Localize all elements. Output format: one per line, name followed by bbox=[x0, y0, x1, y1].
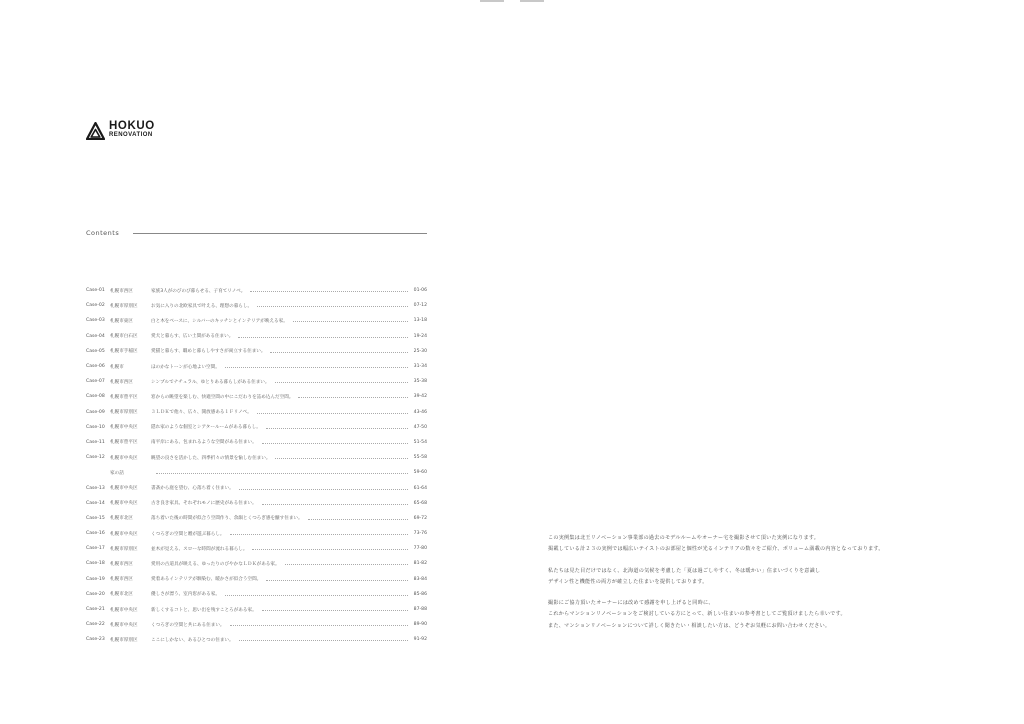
toc-leader bbox=[225, 595, 408, 596]
toc-pages: 69-72 bbox=[413, 515, 427, 521]
toc-case: Case-06 bbox=[86, 364, 105, 370]
toc-description: 新しくするコトと、思い出を残すことろがある家。 bbox=[151, 607, 257, 613]
toc-case: Case-04 bbox=[86, 333, 105, 339]
toc-description: くつろぎの空間と共にある住まい。 bbox=[151, 622, 225, 628]
toc-description: 愛猫と暮らす、職めと暮らしやすさが両立する住まい。 bbox=[151, 349, 266, 355]
toc-description: 並木が見える、スローな時間が流れる暮らし。 bbox=[151, 546, 248, 552]
toc-leader bbox=[257, 306, 408, 307]
toc-case: Case-09 bbox=[86, 409, 105, 415]
toc-row bbox=[86, 359, 427, 374]
toc-leader bbox=[262, 443, 408, 444]
triangle-logo-icon bbox=[86, 122, 105, 140]
toc-row bbox=[86, 420, 427, 435]
contents-header bbox=[86, 229, 427, 237]
toc-row bbox=[86, 632, 427, 647]
toc-case: Case-10 bbox=[86, 424, 105, 430]
toc-leader bbox=[275, 382, 409, 383]
toc-pages: 01-06 bbox=[413, 288, 427, 294]
toc-row bbox=[86, 572, 427, 587]
toc-description: 白と木をベースに、シルバーのキッチンとインテリアが映える家。 bbox=[151, 318, 288, 324]
toc-row bbox=[86, 480, 427, 495]
toc-pages: 85-86 bbox=[413, 591, 427, 597]
page-tab-left bbox=[480, 0, 504, 2]
toc-area: 札幌市厚別区 bbox=[110, 303, 138, 309]
toc-case: Case-13 bbox=[86, 485, 105, 491]
toc-pages: 39-42 bbox=[413, 394, 427, 400]
toc-description: 書斎から庭を望む、心落ち着く住まい。 bbox=[151, 486, 234, 492]
toc-row bbox=[86, 465, 427, 480]
toc-leader bbox=[285, 564, 408, 565]
toc-row bbox=[86, 541, 427, 556]
intro-line: この実例集は北王リノベーション事業部の過去のモデルルームやオーナー宅を撮影させて頂いた実例になります。 bbox=[548, 535, 820, 541]
toc-description: 愛犬と暮らす、広い土間がある住まい。 bbox=[151, 334, 234, 340]
toc-description: 窓からの眺望を楽しむ、快適空間の中にこだわりを詰め込んだ空間。 bbox=[151, 394, 294, 400]
toc-area: 札幌市東区 bbox=[110, 318, 133, 324]
toc-pages: 31-34 bbox=[413, 364, 427, 370]
intro-text bbox=[548, 533, 978, 632]
toc-pages: 89-90 bbox=[413, 622, 427, 628]
page-tab-right bbox=[520, 0, 544, 2]
toc-row bbox=[86, 313, 427, 328]
toc-leader bbox=[298, 397, 408, 398]
toc-row bbox=[86, 283, 427, 298]
toc-leader bbox=[239, 640, 408, 641]
toc-pages: 83-84 bbox=[413, 576, 427, 582]
toc-area: 札幌市厚別区 bbox=[110, 410, 138, 416]
toc-pages: 59-60 bbox=[413, 470, 427, 476]
toc-pages: 87-88 bbox=[413, 607, 427, 613]
toc-row bbox=[86, 329, 427, 344]
toc-row bbox=[86, 435, 427, 450]
toc-row bbox=[86, 556, 427, 571]
toc-area: 札幌市厚別区 bbox=[110, 637, 138, 643]
intro-line: 撮影にご協力頂いたオーナーには改めて感謝を申し上げると同時に、 bbox=[548, 600, 714, 607]
toc-pages: 65-68 bbox=[413, 500, 427, 506]
toc-row bbox=[86, 602, 427, 617]
toc-row bbox=[86, 587, 427, 602]
toc-row bbox=[86, 298, 427, 313]
toc-description: シンプルでナチュラル、ゆとりある暮らしがある住まい。 bbox=[151, 379, 270, 385]
toc-area: 札幌市中央区 bbox=[110, 531, 138, 537]
intro-line: 私たちは見た目だけではなく、北海道の気候を考慮した「夏は過ごしやすく、冬は暖かい」住まいづくりを意識し bbox=[548, 567, 821, 574]
hokuo-logo bbox=[86, 122, 155, 140]
toc-leader bbox=[230, 625, 408, 626]
toc-area: 札幌市中央区 bbox=[110, 486, 138, 492]
toc-case: Case-02 bbox=[86, 303, 105, 309]
toc-leader bbox=[270, 352, 408, 353]
toc-case: Case-17 bbox=[86, 546, 105, 552]
toc-area: 札幌市豊平区 bbox=[110, 394, 138, 400]
toc-description: ３ＬＤＫで他々、広々、開放感ある１Ｆリノベ。 bbox=[151, 410, 252, 416]
toc-leader bbox=[250, 291, 408, 292]
toc-area: 札幌市白石区 bbox=[110, 334, 138, 340]
toc-leader bbox=[239, 489, 408, 490]
toc-case: Case-19 bbox=[86, 576, 105, 582]
toc-area: 札幌市西区 bbox=[110, 379, 133, 385]
logo-subtitle: RENOVATION bbox=[109, 132, 153, 138]
toc-area: 札幌市中央区 bbox=[110, 622, 138, 628]
logo-name: HOKUO bbox=[109, 120, 155, 132]
toc-area: 札幌市北区 bbox=[110, 592, 133, 598]
toc-pages: 55-58 bbox=[413, 455, 427, 461]
toc-case: Case-18 bbox=[86, 561, 105, 567]
toc-leader bbox=[308, 519, 408, 520]
toc-leader bbox=[257, 413, 408, 414]
toc-pages: 35-38 bbox=[413, 379, 427, 385]
toc-area: 札幌市中央区 bbox=[110, 455, 138, 461]
toc-area: 札幌市厚別区 bbox=[110, 546, 138, 552]
toc-description: 優しさが漂う、室内窓がある家。 bbox=[151, 592, 220, 598]
table-of-contents bbox=[86, 283, 427, 648]
toc-area: 札幌市西区 bbox=[110, 288, 133, 294]
toc-row bbox=[86, 511, 427, 526]
toc-row bbox=[86, 389, 427, 404]
toc-leader bbox=[262, 610, 408, 611]
intro-line: これからマンションリノベーションをご検討している方にとって、新しい住まいの参考書としてご覧頂けましたら幸いです。 bbox=[548, 611, 846, 618]
toc-row bbox=[86, 344, 427, 359]
toc-leader bbox=[230, 534, 408, 535]
toc-area: 札幌市 bbox=[110, 364, 124, 370]
toc-case: Case-11 bbox=[86, 439, 105, 445]
toc-row bbox=[86, 526, 427, 541]
toc-case: Case-23 bbox=[86, 637, 105, 643]
toc-leader bbox=[156, 473, 408, 474]
toc-pages: 47-50 bbox=[413, 424, 427, 430]
intro-line: デザイン性と機能性の両方が確立した住まいを提供しております。 bbox=[548, 578, 708, 585]
toc-pages: 91-92 bbox=[413, 637, 427, 643]
toc-case: Case-07 bbox=[86, 379, 105, 385]
toc-description: ほのかなトーンが心地よい空間。 bbox=[151, 364, 220, 370]
toc-case: Case-22 bbox=[86, 622, 105, 628]
toc-area: 札幌市中央区 bbox=[110, 425, 138, 431]
toc-row bbox=[86, 496, 427, 511]
toc-area: 札幌市西区 bbox=[110, 561, 133, 567]
toc-pages: 43-46 bbox=[413, 409, 427, 415]
toc-description: 愛着あるインテリアが馴染む、暖かさが似合う空間。 bbox=[151, 577, 262, 583]
toc-case: Case-16 bbox=[86, 531, 105, 537]
toc-description: 落ち着いた後の時間が似合う空間作り、余韻とくつろぎ感を醸す住まい。 bbox=[151, 516, 303, 522]
intro-line: また、マンションリノベーションについて詳しく聞きたい・相談したい方は、どうぞお気軽にお問い合わせください。 bbox=[548, 622, 831, 629]
toc-pages: 77-80 bbox=[413, 546, 427, 552]
toc-description: お気に入りの北欧家具で叶える、理想の暮らし。 bbox=[151, 303, 253, 309]
toc-area: 札幌市中央区 bbox=[110, 501, 138, 507]
toc-row bbox=[86, 374, 427, 389]
toc-row bbox=[86, 450, 427, 465]
toc-description: くつろぎの空間と贈が遊ぶ暮らし。 bbox=[151, 531, 225, 537]
toc-description: ここにしかない、あるひとつの住まい。 bbox=[151, 637, 234, 643]
toc-leader bbox=[262, 504, 408, 505]
toc-case: Case-21 bbox=[86, 607, 105, 613]
toc-area: 家の話 bbox=[110, 470, 124, 476]
toc-pages: 61-64 bbox=[413, 485, 427, 491]
toc-row bbox=[86, 405, 427, 420]
toc-case: Case-20 bbox=[86, 591, 105, 597]
toc-description: 古き良き家具、それぞれモノに歴史がある住まい。 bbox=[151, 501, 257, 507]
toc-area: 札幌市西区 bbox=[110, 577, 133, 583]
toc-area: 札幌市中央区 bbox=[110, 607, 138, 613]
toc-pages: 13-18 bbox=[413, 318, 427, 324]
toc-leader bbox=[275, 458, 408, 459]
contents-title: Contents bbox=[86, 229, 120, 237]
intro-line: 掲載している計２３の実例では幅広いテイストのお部屋と個性が光るインテリアの数々をご紹介、ボリューム満載の内容となっております。 bbox=[548, 546, 884, 553]
toc-description: 南平岸にある、包まれるような空間がある住まい。 bbox=[151, 440, 257, 446]
toc-area: 札幌市豊平区 bbox=[110, 440, 138, 446]
toc-pages: 73-76 bbox=[413, 531, 427, 537]
toc-area: 札幌市手稲区 bbox=[110, 349, 138, 355]
toc-case: Case-08 bbox=[86, 394, 105, 400]
toc-case: Case-01 bbox=[86, 288, 105, 294]
toc-description: 愛用の古道具が映える、ゆったりのびやかなＬＤＫがある家。 bbox=[151, 561, 280, 567]
contents-rule bbox=[133, 233, 427, 234]
toc-leader bbox=[252, 549, 408, 550]
toc-case: Case-14 bbox=[86, 500, 105, 506]
toc-leader bbox=[238, 337, 408, 338]
toc-pages: 25-30 bbox=[413, 348, 427, 354]
toc-description: 眺望の良さを活かした、四季折々の情景を愉しむ住まい。 bbox=[151, 455, 271, 461]
toc-leader bbox=[293, 321, 408, 322]
toc-leader bbox=[266, 428, 408, 429]
toc-description: 家族3人がのびのび暮らせる、子育てリノベ。 bbox=[151, 288, 246, 294]
toc-row bbox=[86, 617, 427, 632]
toc-pages: 51-54 bbox=[413, 439, 427, 445]
toc-area: 札幌市北区 bbox=[110, 516, 133, 522]
toc-case: Case-12 bbox=[86, 455, 105, 461]
toc-case: Case-05 bbox=[86, 348, 105, 354]
toc-case: Case-15 bbox=[86, 515, 105, 521]
toc-pages: 07-12 bbox=[413, 303, 427, 309]
toc-leader bbox=[266, 580, 408, 581]
toc-description: 隠れ家のような個室とシアタールームがある暮らし。 bbox=[151, 425, 261, 431]
toc-pages: 81-82 bbox=[413, 561, 427, 567]
toc-case: Case-03 bbox=[86, 318, 105, 324]
toc-pages: 19-24 bbox=[413, 333, 427, 339]
toc-leader bbox=[225, 367, 408, 368]
